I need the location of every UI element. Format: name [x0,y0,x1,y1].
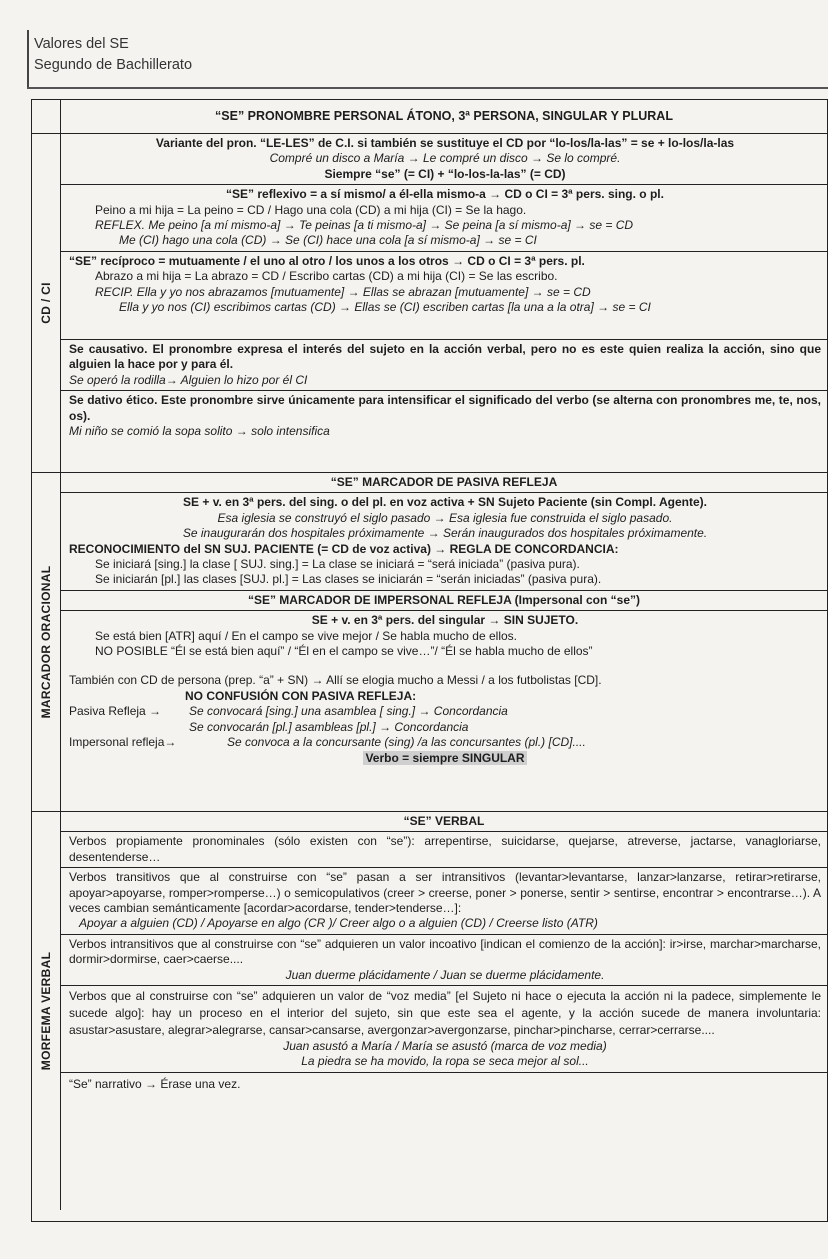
otros-block [61,339,827,472]
reciproco-example-1: Abrazo a mi hija = La abrazo = CD / Escribo cartas (CD) a mi hija (CI) = Se las escribo. [95,269,558,284]
causativo-block [61,340,827,390]
causativo-text: Se causativo. El pronombre expresa el interés del sujeto en la acción verbal, pero no es este quien realiza la acción, sino que alguien la hace por y para él. [69,342,821,372]
etico-block [61,390,827,441]
impersonal-rule: SE + v. en 3ª pers. del singular → SIN SUJETO. [311,613,579,628]
header-subject: Valores del SE [34,36,129,52]
se-values-table [31,99,828,1222]
morfema-block [61,811,827,1210]
pasiva-block [61,492,827,589]
impersonal-refleja-example: Se convoca a la concursante (sing) /a las concursantes (pl.) [CD].... [227,735,586,750]
voz-media-example-1: Juan asustó a María / María se asustó (marca de voz media) [283,1039,607,1054]
incoativo-example: Juan duerme plácidamente / Juan se duerme plácidamente. [285,967,605,982]
pasiva-refleja-row [69,704,821,735]
pasiva-refleja-example-1: Se convocará [sing.] una asamblea [ sing.] → Concordancia [189,704,508,719]
variante-block [61,134,827,184]
pasiva-refleja-examples [189,704,508,735]
incoativo-block [61,934,827,985]
reflexivo-example-1: Peino a mi hija = La peino = CD / Hago una cola (CD) a mi hija (CI) = Se la hago. [95,202,527,217]
reflexivo-title: “SE” reflexivo = a sí mismo/ a él-ella mismo-a → CD o CI = 3ª pers. sing. o pl. [226,187,664,202]
no-confusion-title: NO CONFUSIÓN CON PASIVA REFLEJA: [185,688,417,703]
impersonal-refleja-row [69,735,821,750]
side-label-marcador: MARCADOR ORACIONAL [32,472,61,811]
reflexivo-example-3: Me (CI) hago una cola (CD) → Se (CI) hace una cola [a sí mismo-a] → se = CI [119,233,537,248]
reflexivo-example-2: REFLEX. Me peino [a mí mismo-a] → Te peinas [a ti mismo-a] → Se peina [a sí mismo-a] → se = CD [95,218,634,233]
pasiva-concordancia-sing: Se iniciará [sing.] la clase [ SUJ. sing.] = La clase se iniciará = “será iniciada” (pasiva pura). [95,557,580,572]
impersonal-block [61,610,827,768]
etico-text: Se dativo ético. Este pronombre sirve únicamente para intensificar el significado del verbo (se alterna con pronombres me, te, nos, os). [69,393,821,423]
pasiva-title: “SE” MARCADOR DE PASIVA REFLEJA [330,475,558,489]
reciproco-example-2: RECIP. Ella y yo nos abrazamos [mutuamente] → Ellas se abrazan [mutuamente] → se = CD [95,284,591,299]
pronominales-block: Verbos propiamente pronominales (sólo existen con “se”): arrepentirse, suicidarse, quejarse, atreverse, jactarse, vanagloriarse, desentenderse… [61,831,827,867]
cd-ci-block [61,133,827,339]
impersonal-title: “SE” MARCADOR DE IMPERSONAL REFLEJA (Impersonal con “se”) [61,590,827,610]
voz-media-example-2: La piedra se ha movido, la ropa se seca mejor al sol... [301,1054,589,1069]
transitivos-text: Verbos transitivos que al construirse con “se” pasan a ser intransitivos (levantar>levantarse, lanzar>lanzarse, retirar>retirarse, apoyar>apoyarse, romper>romperse…) o semicopulativos (creer > creerse, poner > ponerse, sentir > sentirse, encontrar > encontrarse…). A veces cambian semánticamente [acordar>acordarse, tender>tenderse…]: [69,870,821,916]
side-label-morfema: MORFEMA VERBAL [32,811,61,1210]
header-course: Segundo de Bachillerato [34,57,193,73]
transitivos-example: Apoyar a alguien (CD) / Apoyarse en algo (CR )/ Creer algo o a alguien (CD) / Creerse listo (ATR) [79,916,598,931]
pasiva-refleja-label: Pasiva Refleja → [69,704,162,719]
reciproco-title: “SE” recíproco = mutuamente / el uno al otro / los unos a los otros → CD o CI = 3ª pers. pl. [69,253,585,268]
table-title: “SE” PRONOMBRE PERSONAL ÁTONO, 3ª PERSONA, SINGULAR Y PLURAL [215,108,673,123]
title-side-cell [32,100,61,133]
marcador-block [61,472,827,811]
side-label-cd-ci: CD / CI [32,133,61,472]
verbal-title: “SE” VERBAL [403,814,485,828]
incoativo-text: Verbos intransitivos que al construirse con “se” adquieren un valor incoativo [indican el comienzo de la acción]: ir>irse, marchar>marcharse, dormir>dormirse, caer>caerse.... [69,936,821,967]
voz-media-block [61,985,827,1072]
pasiva-reconocimiento: RECONOCIMIENTO del SN SUJ. PACIENTE (= CD de voz activa) → REGLA DE CONCORDANCIA: [69,541,619,556]
spacer [69,659,821,673]
impersonal-cd-persona: También con CD de persona (prep. “a” + SN) → Allí se elogia mucho a Messi / a los futbolistas [CD]. [69,673,602,688]
variante-summary: Siempre “se” (= CI) + “lo-los-la-las” (= CD) [324,166,566,181]
verbo-singular-note: Verbo = siempre SINGULAR [365,750,525,765]
reciproco-block [61,251,827,318]
header-rule [27,87,828,89]
variante-example: Compré un disco a María → Le compré un disco → Se lo compré. [269,151,621,166]
etico-example: Mi niño se comió la sopa solito → solo intensifica [69,424,330,439]
reciproco-example-3: Ella y yo nos (CI) escribimos cartas (CD) → Ellas se (CI) escriben cartas [la una a la otra] → se = CI [119,300,651,315]
narrativo-block: “Se” narrativo → Érase una vez. [61,1072,827,1094]
pasiva-example-2: Se inaugurarán dos hospitales próximamente → Serán inaugurados dos hospitales próximamente. [182,526,708,541]
voz-media-text: Verbos que al construirse con “se” adquieren un valor de “voz media” [el Sujeto ni hace o ejecuta la acción ni la padece, simplemente le sucede algo]: hay un proceso en el interior del sujeto, sin que este sea el agente, y la acción sucede de manera involuntaria: asustar>asustare, alegrar>alegrarse, cansar>cansarse, avergonzar>avergonzarse, pinchar>pincharse, cerrar>cerrarse.... [69,989,821,1038]
impersonal-no-posible: NO POSIBLE “Él se está bien aquí” / “Él en el campo se vive…”/ “Él se habla mucho de ellos” [95,644,593,659]
document-header [34,34,192,76]
pasiva-rule: SE + v. en 3ª pers. del sing. o del pl. en voz activa + SN Sujeto Paciente (sin Compl. Agente). [183,495,707,510]
impersonal-refleja-label: Impersonal refleja→ [69,735,177,750]
impersonal-example: Se está bien [ATR] aquí / En el campo se vive mejor / Se habla mucho de ellos. [95,628,517,643]
header-margin-line [27,30,29,88]
transitivos-block [61,867,827,934]
pasiva-concordancia-pl: Se iniciarán [pl.] las clases [SUJ. pl.] = Las clases se iniciarán = “serán iniciadas” (pasiva pura). [95,572,602,587]
pasiva-refleja-example-2: Se convocarán [pl.] asambleas [pl.] → Concordancia [189,719,469,734]
pasiva-example-1: Esa iglesia se construyó el siglo pasado → Esa iglesia fue construida el siglo pasado. [217,510,673,525]
causativo-example: Se operó la rodilla→ Alguien lo hizo por él CI [69,372,308,387]
variante-rule: Variante del pron. “LE-LES” de C.I. si también se sustituye el CD por “lo-los/la-las” = se + lo-los/la-las [155,136,735,150]
reflexivo-block [61,184,827,251]
